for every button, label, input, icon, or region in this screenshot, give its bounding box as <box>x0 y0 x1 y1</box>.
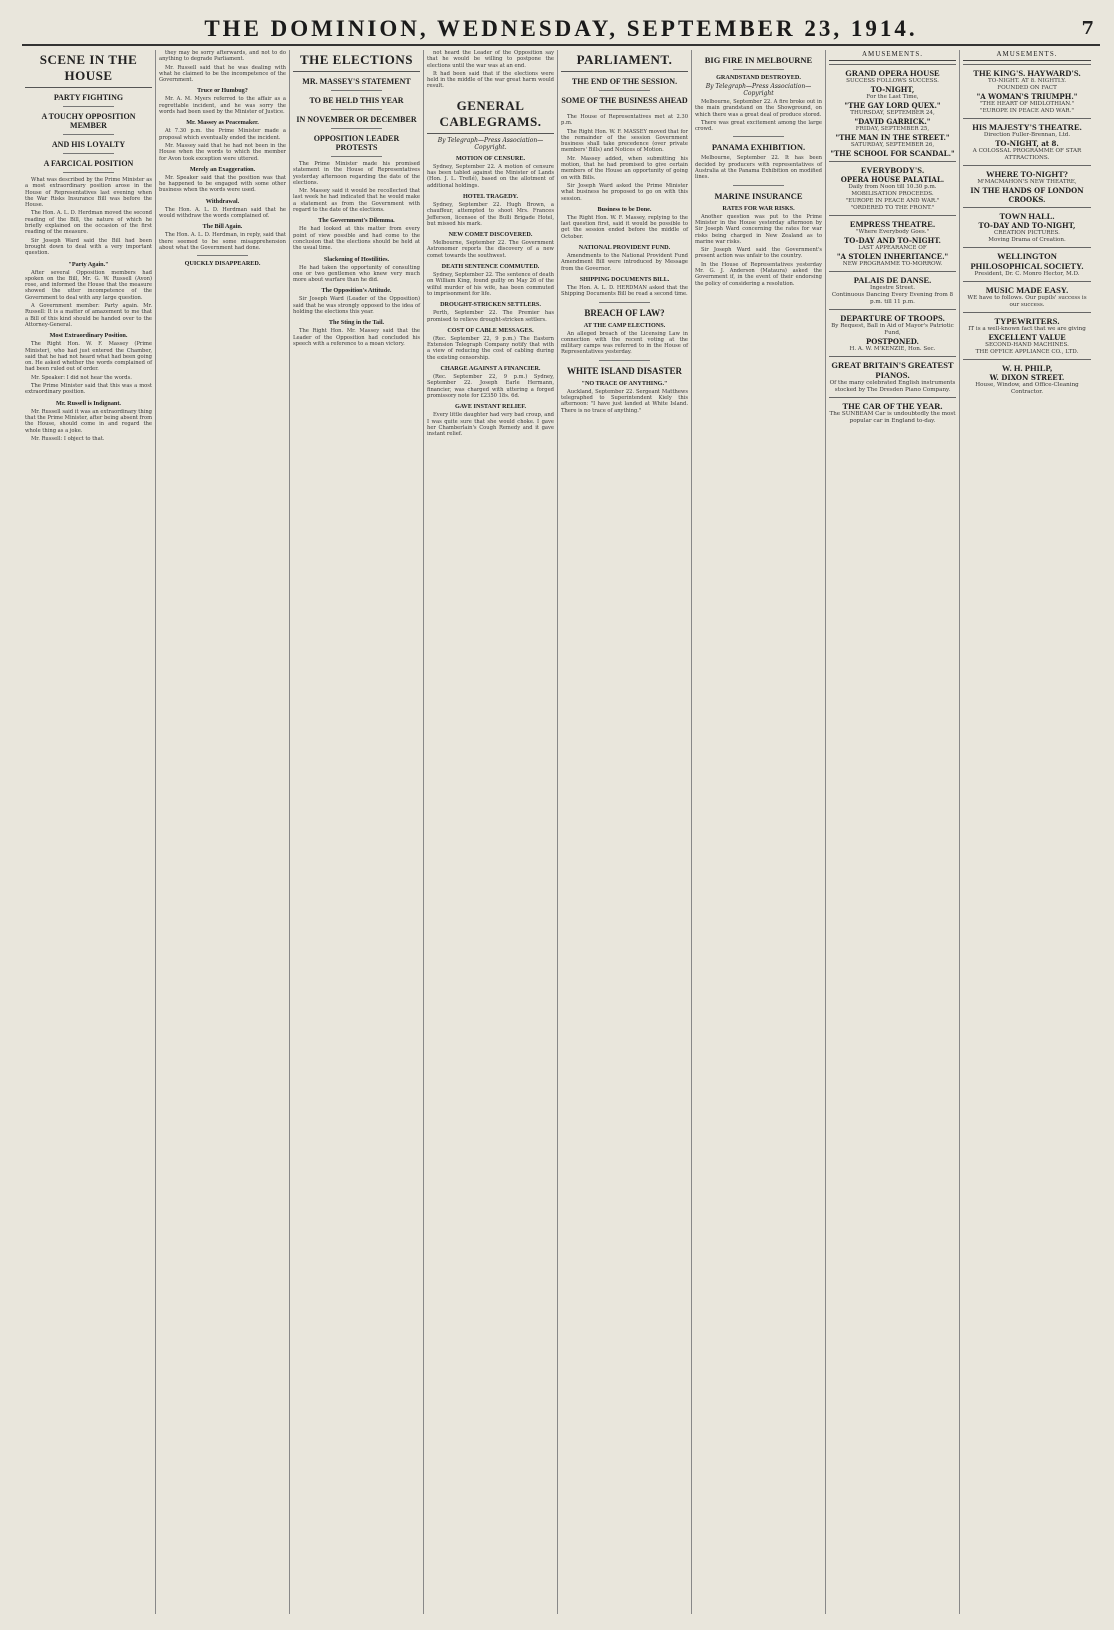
paragraph: At 7.30 p.m. the Prime Minister made a proposal which eventually ended the incident. <box>159 128 286 141</box>
paragraph: The Hon. A. L. D. Herdman, in reply, said that there seemed to be some misapprehension about what the Government had done. <box>159 232 286 251</box>
column-2 <box>156 50 290 1614</box>
cable-text: (Rec. September 22, 9 p.m.) Sydney, September 22. Joseph Earle Hermann, financier, was charged with uttering a forged promissory note for £2350 18s. 6d. <box>427 374 554 399</box>
ad-line: LAST APPEARANCE OF <box>858 245 927 251</box>
ad-title: THE CAR OF THE YEAR. <box>842 401 943 411</box>
advertisement <box>963 312 1091 359</box>
ad-line: POSTPONED. <box>866 337 919 346</box>
advertisement <box>963 118 1091 165</box>
cable-title: GAVE INSTANT RELIEF. <box>454 403 527 411</box>
ad-line: NEW PROGRAMME TO-MORROW. <box>842 261 943 267</box>
section-subheading: Mr. Russell is Indignant. <box>56 399 121 407</box>
column-7 <box>826 50 960 1614</box>
cable-text: Sydney, September 22. Hugh Brown, a chauffeur, attempted to shoot Mrs. Frances Jefferson, licensee of the Bulli Brigade Hotel, but missed his mark. <box>427 201 554 227</box>
paragraph: Mr. A. M. Myers referred to the affair as a regrettable incident, and he was sorry the words had been used by the Minister of Justice. <box>159 96 286 116</box>
paragraph: Another question was put to the Prime Minister in the House yesterday afternoon by Sir Joseph Ward concerning the rates for war risks being charged in New Zealand as to marine war risks. <box>695 213 822 245</box>
paragraph: Sir Joseph Ward (Leader of the Opposition) said that he was strongly opposed to the idea of holding the elections this year. <box>293 296 420 316</box>
newspaper-title: THE DOMINION, WEDNESDAY, SEPTEMBER 23, 1914. <box>204 16 918 41</box>
parliament-heading: PARLIAMENT. <box>561 52 688 72</box>
cable-title: NEW COMET DISCOVERED. <box>448 231 533 239</box>
section-subheading: Merely an Exaggeration. <box>189 165 256 173</box>
cable-title: COST OF CABLE MESSAGES. <box>447 326 534 334</box>
ad-line: H. A. W. M'KENZIE, Hon. Sec. <box>849 346 936 352</box>
ad-line: House, Window, and Office-Cleaning Contractor. <box>975 382 1079 395</box>
advertisement <box>963 281 1091 312</box>
ad-title: WELLINGTON PHILOSOPHICAL SOCIETY. <box>970 251 1084 271</box>
section-subheading: GRANDSTAND DESTROYED. <box>716 74 801 81</box>
advertisement <box>829 161 956 215</box>
cable-text: Melbourne, September 22. The Government Astronomer reports the discovery of a new comet towards the southwest. <box>427 240 554 259</box>
subhead: SOME OF THE BUSINESS AHEAD <box>561 96 688 105</box>
paragraph: Melbourne, September 22. A fire broke out in the main grandstand on the Showground, on which there was a great deal of produce stored. <box>695 99 822 118</box>
ad-title: EVERYBODY'S. <box>860 165 925 175</box>
ad-line: "THE SCHOOL FOR SCANDAL." <box>830 149 955 158</box>
ad-line: THURSDAY, SEPTEMBER 24, <box>850 110 935 116</box>
byline: By Telegraph—Press Association—Copyright. <box>437 136 544 151</box>
column-8 <box>960 50 1094 1614</box>
paragraph: Mr. Speaker: I did not hear the words. <box>31 374 132 381</box>
advertisement <box>829 397 956 428</box>
ad-line: SECOND-HAND MACHINES. <box>985 342 1069 348</box>
paragraph: The Prime Minister made his promised statement in the House of Representatives yesterday afternoon regarding the date of the elections. <box>293 161 420 186</box>
paragraph: Auckland, September 22. Sergeant Matthews telegraphed to Superintendent Kiely this afternoon: "I have just landed at White Island. There is no trace of anything." <box>561 388 688 414</box>
paragraph: A Government member: Party again. Mr. Russell: It is a matter of amazement to me that a Bill of this kind should be handed over to the Attorney-General. <box>25 303 152 328</box>
ad-line: "THE HEART OF MIDLOTHIAN." <box>979 101 1075 107</box>
ad-line: Direction Fuller-Brennan, Ltd. <box>983 132 1071 138</box>
ad-line: FOUNDED ON FACT <box>997 85 1057 91</box>
paragraph: Mr. Massey said that he had not been in the House when the words to which the member for Avon took exception were uttered. <box>159 142 286 162</box>
ad-line: M'MACMAHON'S NEW THEATRE, <box>977 179 1077 185</box>
ad-title: EMPRESS THEATRE. <box>849 219 936 229</box>
ad-line: "EUROPE IN PEACE AND WAR." <box>980 108 1074 114</box>
paragraph: Amendments to the National Provident Fund Amendment Bill were introduced by Message from the Governor. <box>561 253 688 272</box>
elections-heading: THE ELECTIONS <box>293 52 420 72</box>
paragraph: Melbourne, September 22. It has been decided by producers with representatives of Australia at the Panama Exhibition on modified lines. <box>695 155 822 181</box>
paragraph: The Right Hon. W. F. MASSEY moved that for the remainder of the session Government business shall take precedence (over private members' Bills) and Notices of Motion. <box>561 128 688 154</box>
paragraph: Mr. Russell said that he was dealing with what he claimed to be the incompetence of the Government. <box>159 64 286 84</box>
paragraph: The Right Hon. W. F. Massey (Prime Minister), who had just entered the Chamber, said that he had not heard what had been going on. He asked whether the words complained of had been ruled out of order. <box>25 341 152 373</box>
ad-line: EXCELLENT VALUE <box>988 333 1066 342</box>
cable-text: (Rec. September 22, 9 p.m.) The Eastern Extension Telegraph Company notify that with a view of reducing the cost of cabling during the existing censorship. <box>427 335 554 361</box>
ad-title: DEPARTURE OF TROOPS. <box>840 313 945 323</box>
paragraph: Mr. Massey added, when submitting his motion, that he had promised to give certain members of the House an opportunity of going on with Bills. <box>561 155 688 181</box>
advertisement <box>963 207 1091 247</box>
advertisement <box>829 215 956 271</box>
ad-line: IT is a well-known fact that we are giving <box>968 326 1086 332</box>
subhead: IN NOVEMBER OR DECEMBER <box>296 115 417 124</box>
paragraph: Mr. Russell: I object to that. <box>31 435 105 442</box>
amusements-header: AMUSEMENTS. <box>829 50 956 61</box>
newspaper-page <box>22 14 1100 1614</box>
byline: By Telegraph—Press Association—Copyright <box>705 83 812 97</box>
subhead: MR. MASSEY'S STATEMENT <box>302 77 411 86</box>
white-island-heading: WHITE ISLAND DISASTER <box>566 365 683 376</box>
paragraph: Sir Joseph Ward said the Bill had been brought down to deal with a very important question. <box>25 237 152 257</box>
ad-line: President, Dr. C. Monro Hector, M.D. <box>974 271 1080 277</box>
scene-in-house-heading: SCENE IN THE HOUSE <box>25 52 152 88</box>
ad-line: Of the many celebrated English instruments stocked by The Dresden Piano Company. <box>829 380 956 393</box>
section-subheading: "NO TRACE OF ANYTHING." <box>581 379 668 387</box>
paragraph: The Hon. A. L. D. Herdman moved the second reading of the Bill, the nature of which he briefly explained on the occasion of the first reading of the measure. <box>25 210 152 236</box>
masthead <box>22 14 1100 46</box>
cable-title: CHARGE AGAINST A FINANCIER. <box>440 365 541 373</box>
amusements-header: AMUSEMENTS. <box>963 50 1091 61</box>
section-subheading: SHIPPING DOCUMENTS BILL. <box>579 275 670 283</box>
section-subheading: Business to be Done. <box>597 205 652 213</box>
column-3 <box>290 50 424 1614</box>
cable-title: MOTION OF CENSURE. <box>455 154 526 162</box>
ad-title: TOWN HALL. <box>999 211 1055 221</box>
paragraph: What was described by the Prime Minister as a most extraordinary position arose in the House of Representatives last evening when the War Risks Insurance Bill was before the House. <box>25 177 152 209</box>
columns <box>22 50 1100 1614</box>
ad-title: GRAND OPERA HOUSE <box>845 68 940 78</box>
ad-line: "DAVID GARRICK." <box>854 117 931 126</box>
column-6 <box>692 50 826 1614</box>
cable-text: Sydney, September 22. A motion of censure has been tabled against the Minister of Lands (Hon. J. L. Treflé), based on the allotment of additional holdings. <box>427 163 554 189</box>
section-subheading: AT THE CAMP ELECTIONS. <box>583 321 666 329</box>
paragraph: After several Opposition members had spoken on the Bill, Mr. G. W. Russell (Avon) rose, and informed the House that the measure showed the utter incompetence of the Government to deal with any large question. <box>25 269 152 301</box>
ad-line: A COLOSSAL PROGRAMME OF STAR ATTRACTIONS. <box>972 148 1082 161</box>
breach-heading: BREACH OF LAW? <box>584 307 665 318</box>
advertisement <box>963 359 1091 399</box>
ad-line: TO-NIGHT. AT 8. NIGHTLY. <box>988 78 1066 84</box>
section-subheading: Truce or Humbug? <box>197 87 248 95</box>
paragraph: He had looked at this matter from every point of view possible and had come to the conclusion that the elections should be held at the usual time. <box>293 226 420 252</box>
ad-line: The SUNBEAM Car is undoubtedly the most popular car in England to-day. <box>829 411 956 424</box>
ad-line: OPERA HOUSE PALATIAL. <box>840 175 945 184</box>
paragraph: Sir Joseph Ward said the Government's present action was unfair to the country. <box>695 247 822 260</box>
advertisement <box>829 309 956 356</box>
ad-line: "A WOMAN'S TRIUMPH." <box>976 92 1078 101</box>
section-subheading: Withdrawal. <box>205 197 240 205</box>
section-subheading: The Bill Again. <box>202 223 243 231</box>
ad-line: "ORDERED TO THE FRONT." <box>850 205 935 211</box>
paragraph: In the House of Representatives yesterday Mr. G. J. Anderson (Mataura) asked the Government if, in the event of their endorsing the policy of considering a resolution. <box>695 261 822 287</box>
ad-line: "EUROPE IN PEACE AND WAR." <box>845 198 940 204</box>
ad-line: FRIDAY, SEPTEMBER 25, <box>855 126 930 132</box>
ad-title: PALAIS DE DANSE. <box>853 275 932 285</box>
cable-title: DEATH SENTENCE COMMUTED. <box>441 263 540 271</box>
ad-line: Daily from Noon till 10.30 p.m. <box>848 184 937 190</box>
section-subheading: Mr. Massey as Peacemaker. <box>186 119 259 127</box>
ad-line: "A STOLEN INHERITANCE." <box>836 252 949 261</box>
advertisement <box>963 247 1091 281</box>
section-subheading: The Sting in the Tail. <box>328 319 385 327</box>
ad-line: Ingestre Street. <box>870 285 915 291</box>
section-subheading: "Party Again." <box>68 260 109 268</box>
subhead: OPPOSITION LEADER PROTESTS <box>313 134 400 152</box>
ad-line: Moving Drama of Creation. <box>988 237 1066 243</box>
column-5 <box>558 50 692 1614</box>
paragraph: they may be sorry afterwards, and not to do anything to degrade Parliament. <box>159 50 286 63</box>
ad-line: "THE MAN IN THE STREET." <box>835 133 950 142</box>
ad-line: THE OFFICE APPLIANCE CO., LTD. <box>975 349 1079 355</box>
ad-title: THE KING'S. HAYWARD'S. <box>973 68 1081 78</box>
ad-line: TO-DAY AND TO-NIGHT. <box>844 236 941 245</box>
section-subheading: QUICKLY DISAPPEARED. <box>184 260 261 268</box>
ad-line: TO-DAY AND TO-NIGHT, <box>978 221 1076 230</box>
paragraph: Mr. Speaker said that the position was that he happened to be engaged with some other business when the words were used. <box>159 174 286 194</box>
ad-title: TYPEWRITERS. <box>994 316 1060 326</box>
section-subheading: RATES FOR WAR RISKS. <box>722 204 795 212</box>
paragraph: The Right Hon. Mr. Massey said that the Leader of the Opposition had concluded his speech with a reference to a moan victory. <box>293 328 420 347</box>
cable-text: Every little daughter had very bad croup, and I was quite sure that she would choke. I gave her Chamberlain's Cough Remedy and it gave instant relief. <box>427 412 554 438</box>
subhead: A FARCICAL POSITION <box>43 159 134 168</box>
advertisement <box>963 165 1091 207</box>
paragraph: The Right Hon. W. F. Massey, replying to the last question first, said it would be possible to get the session ended before the middle of October. <box>561 214 688 240</box>
ad-line: W. DIXON STREET. <box>989 373 1065 382</box>
subhead: A TOUCHY OPPOSITION MEMBER <box>41 112 136 130</box>
cable-title: HOTEL TRAGEDY. <box>462 192 519 200</box>
ad-line: "Where Everybody Goes." <box>855 229 930 235</box>
section-subheading: NATIONAL PROVIDENT FUND. <box>578 244 671 252</box>
paragraph: The Prime Minister said that this was a most extraordinary position. <box>25 383 152 396</box>
ad-line: CREATION PICTURES. <box>994 230 1060 236</box>
ad-line: TO-NIGHT, <box>870 85 915 94</box>
section-subheading: Most Extraordinary Position. <box>49 332 128 340</box>
paragraph: He had taken the opportunity of consulting one or two gentlemen who knew very much more about warfare than he did. <box>293 264 420 284</box>
subhead: AND HIS LOYALTY <box>51 140 126 149</box>
paragraph: The House of Representatives met at 2.30 p.m. <box>561 114 688 127</box>
ad-line: TO-NIGHT, at 8. <box>995 139 1059 148</box>
subhead: TO BE HELD THIS YEAR <box>309 96 404 105</box>
fire-heading: BIG FIRE IN MELBOURNE <box>704 55 813 65</box>
paragraph: Mr. Russell said it was an extraordinary thing that the Prime Minister, after being absent from the House, should come in and regard the whole thing as a joke. <box>25 408 152 434</box>
ad-line: For the Last Time, <box>866 94 919 100</box>
ad-line: SUCCESS FOLLOWS SUCCESS. <box>846 78 939 84</box>
marine-heading: MARINE INSURANCE <box>714 190 803 201</box>
paragraph: The Hon. A. L. D. HERDMAN asked that the Shipping Documents Bill be read a second time. <box>561 284 688 298</box>
page-number: 7 <box>1081 18 1094 39</box>
advertisement <box>829 271 956 309</box>
section-subheading: The Government's Dilemma. <box>318 217 395 225</box>
paragraph: not heard the Leader of the Opposition say that he would be willing to postpone the elections until the war was at an end. <box>427 50 554 69</box>
cable-text: Sydney, September 22. The sentence of death on William King, found guilty on May 26 of the wilful murder of his wife, has been commuted to imprisonment for life. <box>427 272 554 297</box>
ad-line: MOBILISATION PROCEEDS. <box>851 191 934 197</box>
ad-line: WE have to follows. Our pupils' success is our success. <box>967 295 1087 308</box>
paragraph: An alleged breach of the Licensing Law in connection with the recent voting at the military camps was referred to in the House of Representatives yesterday. <box>561 330 688 356</box>
ad-line: By Request, Ball in Aid of Mayor's Patriotic Fund, <box>831 323 954 336</box>
ad-line: "THE GAY LORD QUEX." <box>844 101 941 110</box>
panama-heading: PANAMA EXHIBITION. <box>711 142 806 153</box>
ad-line: Continuous Dancing Every Evening from 8 p.m. till 11 p.m. <box>831 292 954 305</box>
column-4 <box>424 50 558 1614</box>
paragraph: There was great excitement among the large crowd. <box>695 119 822 133</box>
ad-title: WHERE TO-NIGHT? <box>985 169 1069 179</box>
advertisement <box>829 64 956 161</box>
advertisement <box>829 356 956 397</box>
paragraph: The Hon. A. L. D. Herdman said that he would withdraw the words complained of. <box>159 206 286 220</box>
cablegrams-heading: GENERAL CABLEGRAMS. <box>427 98 554 134</box>
paragraph: Mr. Massey said it would be recollected that last week he had indicated that he would make a statement as from the Government with regard to the date of the elections. <box>293 188 420 214</box>
paragraph: It had been said that if the elections were held in the middle of the war great harm would result. <box>427 70 554 90</box>
ad-line: IN THE HANDS OF LONDON CROOKS. <box>970 186 1084 204</box>
ad-title: W. H. PHILP, <box>1001 363 1053 373</box>
subhead: PARTY FIGHTING <box>53 93 124 102</box>
section-subheading: The Opposition's Attitude. <box>321 287 392 295</box>
ad-line: SATURDAY, SEPTEMBER 26, <box>850 142 935 148</box>
section-subheading: Slackening of Hostilities. <box>323 255 390 263</box>
ad-title: MUSIC MADE EASY. <box>985 285 1069 295</box>
cable-text: Perth, September 22. The Premier has promised to relieve drought-stricken settlers. <box>427 310 554 323</box>
ad-title: HIS MAJESTY'S THEATRE. <box>972 122 1082 132</box>
subhead: THE END OF THE SESSION. <box>571 77 678 86</box>
paragraph: Sir Joseph Ward asked the Prime Minister what business he proposed to go on with this session. <box>561 182 688 202</box>
cable-title: DROUGHT-STRICKEN SETTLERS. <box>440 301 541 309</box>
advertisement <box>963 64 1091 118</box>
column-1 <box>22 50 156 1614</box>
ad-title: GREAT BRITAIN'S GREATEST PIANOS. <box>831 360 954 380</box>
